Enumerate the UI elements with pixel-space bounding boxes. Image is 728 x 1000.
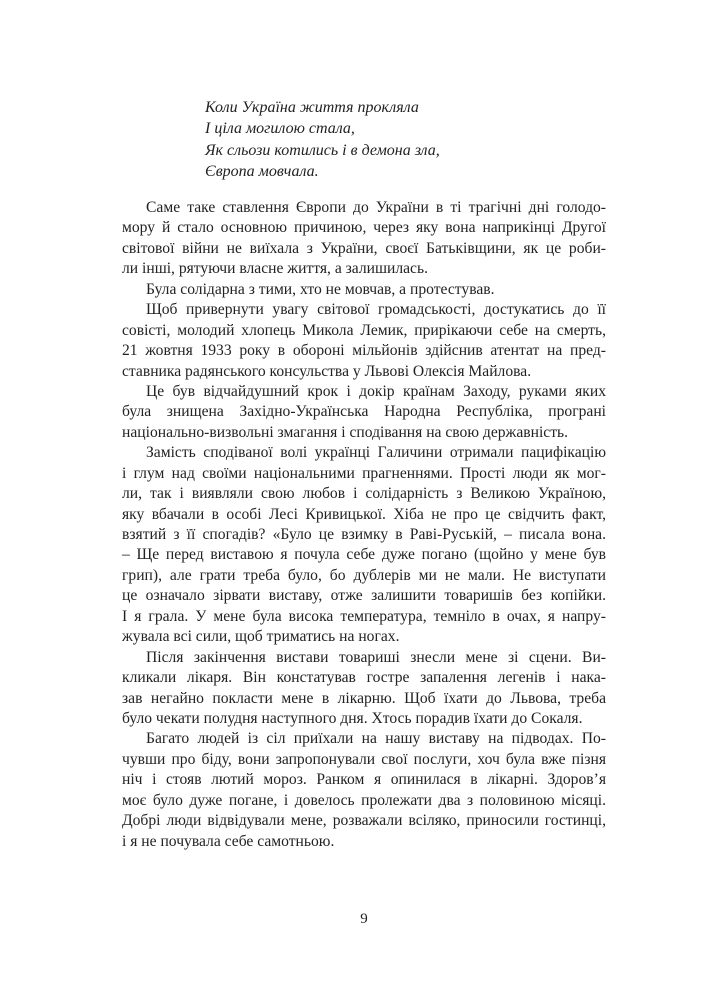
text-line: яку вбачали в особі Лесі Кривицької. Хіба не про це свідчить факт, — [122, 505, 606, 523]
text-line: – Ще перед виставою я почула себе дуже погано (щойно у мене був — [122, 546, 606, 564]
text-line: була знищена Західно-Українська Народна Республіка, програні — [122, 403, 606, 421]
body-text — [122, 198, 606, 852]
text-line: світової війни не виїхала з України, своєї Батьківщини, як це роби- — [122, 239, 606, 257]
text-line: Це був відчайдушний крок і докір країнам Заходу, руками яких — [146, 382, 606, 400]
paragraph — [122, 648, 606, 730]
text-line: чувши про біду, вони запропонували свої послуги, хоч була вже пізня — [122, 750, 606, 768]
text-line: було чекати полудня наступного дня. Хтось порадив їхати до Сокаля. — [122, 709, 583, 727]
text-line: ли, так і виявляли свою любов і солідарність з Великою Україною, — [122, 485, 606, 503]
text-line: мору й стало основною причиною, через яку вона наприкінці Другої — [122, 219, 606, 237]
text-line: Щоб привернути увагу світової громадськості, достукатись до її — [146, 301, 606, 319]
text-line: жувала всі сили, щоб триматись на ногах. — [122, 628, 400, 646]
poem-line: Європа мовчала. — [205, 162, 319, 180]
text-line: взятий з її спогадів? «Було це взимку в Раві-Руській, – писала вона. — [122, 526, 606, 543]
paragraph — [122, 382, 606, 443]
text-line: і глум над своїми національними прагненнями. Прості люди як мог- — [122, 464, 606, 482]
text-line: Багато людей із сіл приїхали на нашу виставу на підводах. По- — [146, 730, 606, 748]
text-line: совісті, молодий хлопець Микола Лемик, прирікаючи себе на смерть, — [122, 321, 606, 339]
text-line: грип), але грати треба було, бо дублерів ми не мали. Не виступати — [122, 566, 606, 584]
text-line: Була солідарна з тими, хто не мовчав, а протестував. — [146, 280, 495, 298]
text-line: кликали лікаря. Він констатував гостре запалення легенів і нака- — [122, 669, 606, 687]
epigraph-poem — [205, 97, 440, 182]
paragraph — [122, 198, 606, 280]
text-line: Після закінчення вистави товариші знесли мене зі сцени. Ви- — [146, 648, 606, 666]
text-line: ніч і стояв лютий мороз. Ранком я опинилася в лікарні. Здоров’я — [122, 771, 606, 789]
paragraph — [122, 729, 606, 852]
text-line: ли інші, рятуючи власне життя, а залишилась. — [122, 260, 428, 278]
text-line: це означало зірвати виставу, отже залишити товаришів без копійки. — [122, 587, 606, 605]
text-line: ставника радянського консульства у Львові Олексія Майлова. — [122, 362, 532, 380]
text-line: І я грала. У мене була висока температура, темніло в очах, я напру- — [122, 607, 606, 625]
text-line: і я не почувала себе самотньою. — [122, 832, 335, 850]
page-number: 9 — [360, 911, 368, 927]
poem-line: Як сльози котились і в демона зла, — [205, 141, 440, 159]
text-line: 21 жовтня 1933 року в обороні мільйонів здійснив атентат на пред- — [122, 342, 606, 360]
text-line: Саме таке ставлення Європи до України в ті трагічні дні голодо- — [146, 199, 606, 216]
paragraph — [122, 443, 606, 647]
poem-line: Коли Україна життя прокляла — [205, 99, 419, 116]
text-line: Замість сподіваної волі українці Галичини отримали пацифікацію — [146, 444, 606, 462]
paragraph — [122, 280, 606, 300]
poem-line: І ціла могилою стала, — [205, 120, 355, 138]
text-line: зав негайно покласти мене в лікарню. Щоб їхати до Львова, треба — [122, 689, 606, 707]
text-line: Добрі люди відвідували мене, розважали всіляко, приносили гостинці, — [122, 812, 606, 830]
text-line: національно-визвольні змагання і сподівання на свою державність. — [122, 423, 569, 441]
paragraph — [122, 300, 606, 382]
text-line: моє було дуже погане, і довелось пролежати два з половиною місяці. — [122, 791, 606, 809]
